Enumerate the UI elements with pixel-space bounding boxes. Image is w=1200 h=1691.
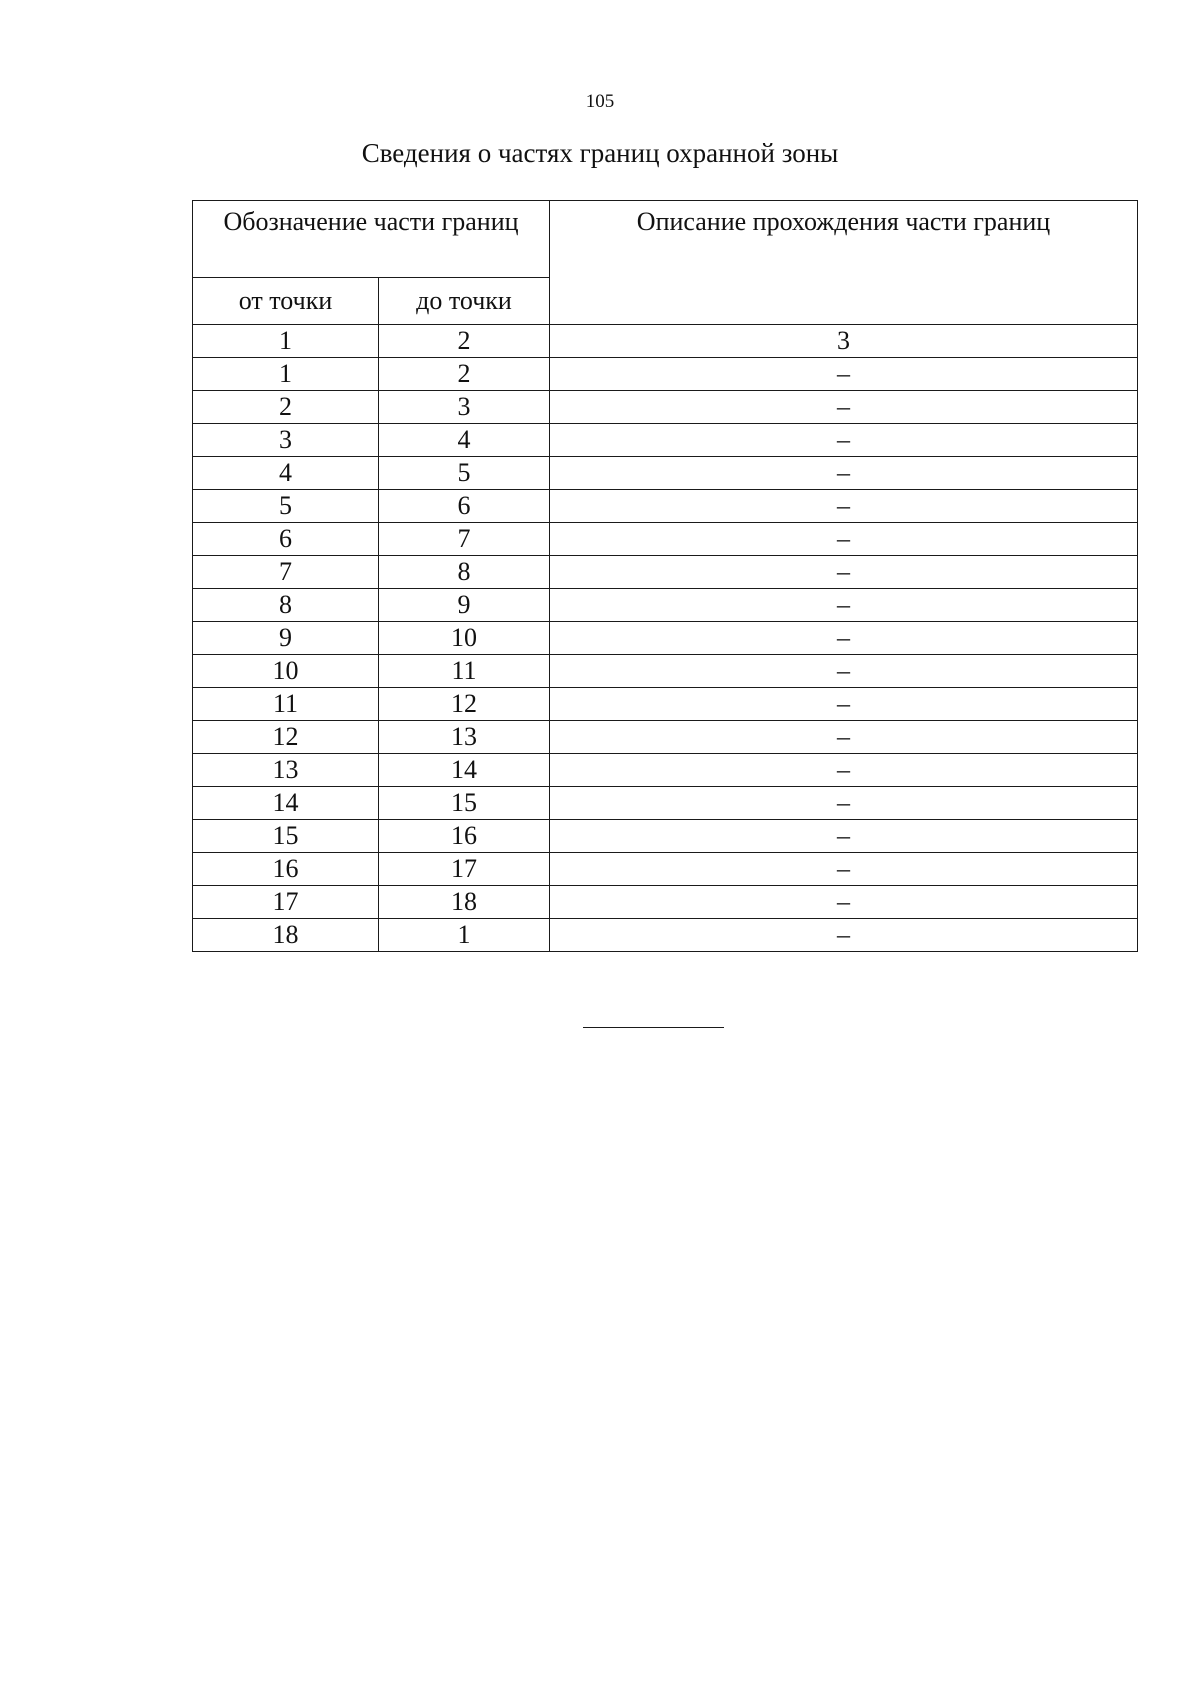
cell-to-point: 17 bbox=[379, 853, 550, 886]
table-row bbox=[193, 490, 1138, 523]
cell-description: – bbox=[550, 787, 1138, 820]
table-row bbox=[193, 391, 1138, 424]
table-row bbox=[193, 820, 1138, 853]
cell-from-point: 5 bbox=[193, 490, 379, 523]
cell-to-point: 9 bbox=[379, 589, 550, 622]
cell-description: – bbox=[550, 820, 1138, 853]
cell-description: – bbox=[550, 391, 1138, 424]
cell-from-point: 3 bbox=[193, 424, 379, 457]
cell-from-point: 14 bbox=[193, 787, 379, 820]
cell-to-point: 1 bbox=[379, 919, 550, 952]
cell-from-point: 16 bbox=[193, 853, 379, 886]
cell-from-point: 1 bbox=[193, 358, 379, 391]
cell-to-point: 12 bbox=[379, 688, 550, 721]
cell-description: – bbox=[550, 721, 1138, 754]
cell-from-point: 18 bbox=[193, 919, 379, 952]
cell-to-point: 4 bbox=[379, 424, 550, 457]
cell-from-point: 13 bbox=[193, 754, 379, 787]
cell-to-point: 5 bbox=[379, 457, 550, 490]
cell-to-point: 2 bbox=[379, 358, 550, 391]
table-row bbox=[193, 358, 1138, 391]
cell-to-point: 13 bbox=[379, 721, 550, 754]
cell-to-point: 10 bbox=[379, 622, 550, 655]
table-row bbox=[193, 457, 1138, 490]
table-row bbox=[193, 523, 1138, 556]
table-row bbox=[193, 853, 1138, 886]
cell-description: – bbox=[550, 919, 1138, 952]
column-number: 3 bbox=[550, 325, 1138, 358]
cell-description: – bbox=[550, 457, 1138, 490]
cell-from-point: 11 bbox=[193, 688, 379, 721]
closing-rule-line bbox=[583, 1027, 724, 1028]
cell-from-point: 15 bbox=[193, 820, 379, 853]
table-row bbox=[193, 622, 1138, 655]
cell-from-point: 8 bbox=[193, 589, 379, 622]
header-from-point: от точки bbox=[193, 278, 379, 325]
cell-description: – bbox=[550, 556, 1138, 589]
cell-description: – bbox=[550, 490, 1138, 523]
table-body bbox=[193, 325, 1138, 952]
cell-description: – bbox=[550, 886, 1138, 919]
table-row bbox=[193, 886, 1138, 919]
cell-description: – bbox=[550, 589, 1138, 622]
header-description: Описание прохождения части границ bbox=[550, 201, 1138, 325]
cell-description: – bbox=[550, 622, 1138, 655]
cell-description: – bbox=[550, 424, 1138, 457]
cell-from-point: 2 bbox=[193, 391, 379, 424]
boundary-parts-table bbox=[192, 200, 1138, 952]
cell-to-point: 14 bbox=[379, 754, 550, 787]
cell-from-point: 7 bbox=[193, 556, 379, 589]
cell-description: – bbox=[550, 358, 1138, 391]
cell-description: – bbox=[550, 655, 1138, 688]
column-number: 1 bbox=[193, 325, 379, 358]
table-row bbox=[193, 655, 1138, 688]
cell-from-point: 17 bbox=[193, 886, 379, 919]
cell-description: – bbox=[550, 853, 1138, 886]
cell-from-point: 4 bbox=[193, 457, 379, 490]
cell-to-point: 7 bbox=[379, 523, 550, 556]
table-row bbox=[193, 424, 1138, 457]
cell-from-point: 6 bbox=[193, 523, 379, 556]
header-to-point: до точки bbox=[379, 278, 550, 325]
cell-to-point: 8 bbox=[379, 556, 550, 589]
cell-description: – bbox=[550, 688, 1138, 721]
page-title: Сведения о частях границ охранной зоны bbox=[361, 138, 839, 168]
table-row bbox=[193, 556, 1138, 589]
cell-to-point: 15 bbox=[379, 787, 550, 820]
cell-description: – bbox=[550, 754, 1138, 787]
cell-to-point: 18 bbox=[379, 886, 550, 919]
cell-to-point: 6 bbox=[379, 490, 550, 523]
table-row bbox=[193, 787, 1138, 820]
cell-to-point: 16 bbox=[379, 820, 550, 853]
table-row bbox=[193, 589, 1138, 622]
header-designation: Обозначение части границ bbox=[193, 201, 550, 278]
cell-description: – bbox=[550, 523, 1138, 556]
table-row bbox=[193, 754, 1138, 787]
cell-to-point: 11 bbox=[379, 655, 550, 688]
column-number: 2 bbox=[379, 325, 550, 358]
cell-to-point: 3 bbox=[379, 391, 550, 424]
table-row bbox=[193, 721, 1138, 754]
column-numbers-row bbox=[193, 325, 1138, 358]
cell-from-point: 10 bbox=[193, 655, 379, 688]
table-row bbox=[193, 919, 1138, 952]
table-row bbox=[193, 688, 1138, 721]
page-number: 105 bbox=[585, 91, 615, 112]
cell-from-point: 9 bbox=[193, 622, 379, 655]
cell-from-point: 12 bbox=[193, 721, 379, 754]
